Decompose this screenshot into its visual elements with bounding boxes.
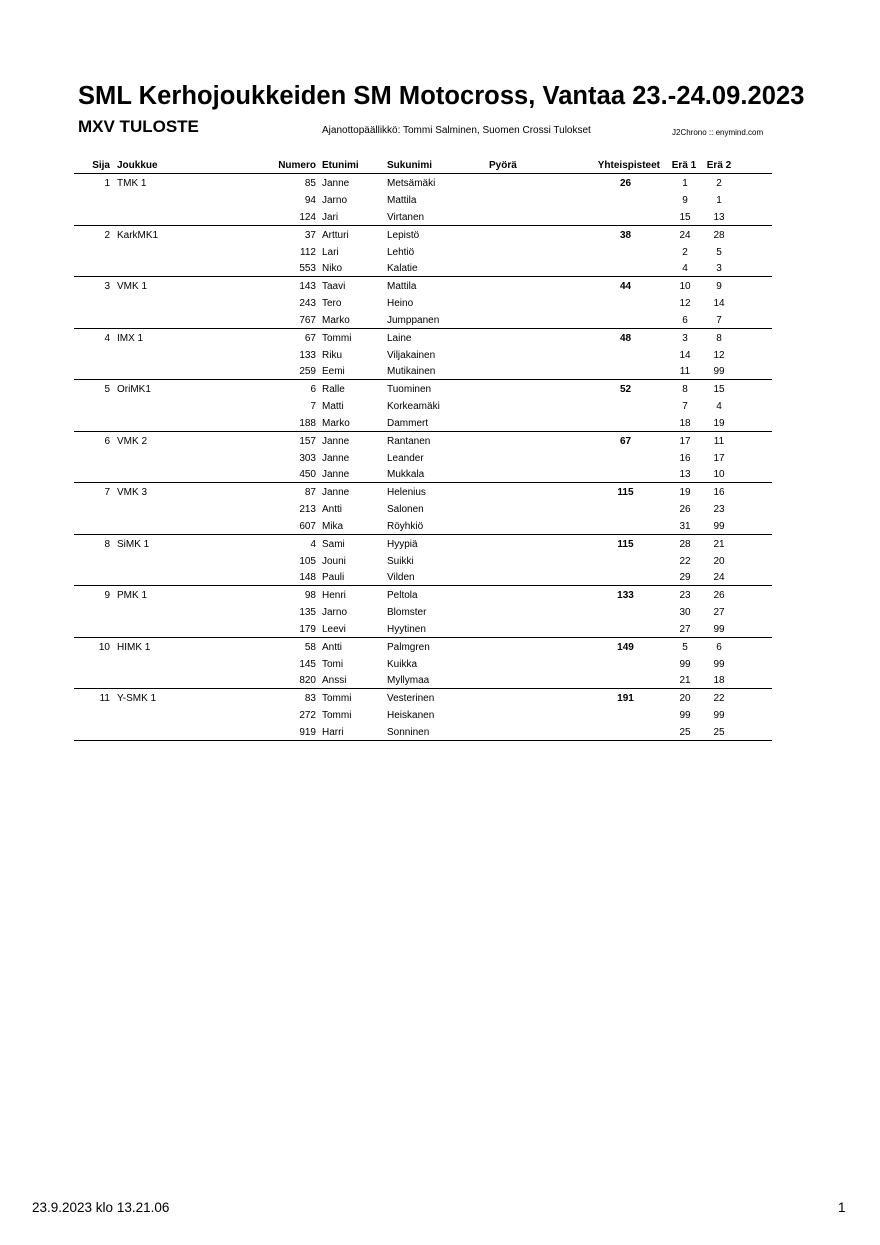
rider-last-name: Blomster (387, 607, 427, 618)
rider-last-name: Korkeamäki (387, 401, 440, 412)
table-row (74, 435, 772, 449)
rider-first-name: Tommi (322, 710, 352, 721)
rider-first-name: Tommi (322, 693, 352, 704)
team-rank: 10 (98, 641, 110, 653)
rider-first-name: Eemi (322, 366, 345, 377)
heat1-result: 12 (679, 298, 691, 309)
heat2-result: 8 (716, 332, 722, 344)
header-era2: Erä 2 (706, 160, 732, 171)
rider-last-name: Lepistö (387, 229, 420, 241)
table-header (74, 157, 772, 174)
team-total-points: 48 (619, 332, 632, 344)
heat2-result: 99 (713, 366, 725, 377)
rider-last-name: Hyytinen (387, 623, 426, 635)
results-table (74, 157, 772, 741)
heat2-result: 10 (713, 469, 725, 480)
rider-first-name: Mika (322, 520, 344, 532)
table-row (74, 520, 772, 534)
rider-number: 243 (299, 298, 316, 309)
rider-first-name: Jouni (322, 555, 346, 567)
rider-first-name: Janne (322, 435, 350, 447)
table-row (74, 383, 772, 397)
rider-first-name: Jari (322, 211, 339, 223)
rider-first-name: Jarno (322, 195, 348, 206)
table-row (74, 211, 772, 225)
heat2-result: 11 (713, 435, 725, 447)
team-group (74, 535, 772, 587)
heat1-result: 14 (679, 349, 691, 361)
heat1-result: 31 (679, 520, 691, 532)
rider-last-name: Viljakainen (387, 349, 436, 361)
rider-number: 272 (299, 710, 316, 721)
heat1-result: 4 (682, 263, 688, 274)
rider-number: 112 (300, 246, 316, 258)
table-row (74, 332, 772, 346)
table-row (74, 194, 772, 208)
team-group (74, 638, 772, 690)
rider-number: 213 (299, 504, 316, 515)
rider-number: 7 (310, 401, 316, 412)
rider-last-name: Leander (387, 452, 424, 464)
heat2-result: 99 (713, 710, 725, 721)
page-number: 1 (838, 1200, 846, 1215)
heat2-result: 28 (713, 229, 725, 241)
rider-number: 148 (299, 572, 316, 583)
rider-last-name: Mattila (387, 281, 417, 292)
rider-number: 143 (299, 281, 316, 292)
team-group (74, 174, 772, 226)
header-joukkue: Joukkue (117, 160, 158, 171)
team-rank: 1 (104, 178, 110, 189)
rider-first-name: Jarno (322, 607, 348, 618)
rider-number: 87 (304, 487, 316, 498)
rider-number: 105 (299, 555, 316, 567)
heat1-result: 3 (682, 332, 688, 344)
team-total-points: 26 (619, 178, 632, 189)
heat2-result: 99 (713, 520, 725, 532)
rider-first-name: Riku (322, 349, 343, 361)
rider-last-name: Metsämäki (387, 178, 436, 189)
table-row (74, 658, 772, 672)
team-name: OriMK1 (117, 384, 151, 395)
team-name: VMK 3 (117, 487, 148, 498)
team-group (74, 432, 772, 484)
heat1-result: 9 (682, 195, 688, 206)
team-group (74, 689, 772, 741)
heat2-result: 24 (713, 572, 725, 583)
table-row (74, 297, 772, 311)
team-name: PMK 1 (117, 590, 148, 601)
heat1-result: 15 (679, 211, 691, 223)
team-total-points: 115 (617, 538, 634, 550)
rider-last-name: Kuikka (387, 658, 418, 670)
rider-first-name: Sami (322, 538, 345, 550)
table-row (74, 468, 772, 482)
rider-first-name: Pauli (322, 572, 345, 583)
heat1-result: 25 (679, 726, 691, 738)
heat2-result: 9 (716, 281, 722, 292)
rider-first-name: Janne (322, 452, 350, 464)
heat1-result: 16 (679, 452, 691, 464)
heat2-result: 7 (716, 314, 722, 326)
heat1-result: 1 (682, 178, 688, 189)
header-yhteispisteet: Yhteispisteet (597, 160, 660, 171)
heat1-result: 11 (679, 366, 691, 377)
timing-official: Ajanottopäällikkö: Tommi Salminen, Suomen Crossi Tulokset (322, 125, 591, 136)
team-groups (74, 174, 772, 741)
rider-number: 259 (299, 366, 316, 377)
heat2-result: 20 (713, 555, 725, 567)
header-sija: Sija (92, 160, 110, 171)
rider-first-name: Matti (322, 401, 344, 412)
heat2-result: 99 (713, 623, 725, 635)
rider-number: 67 (304, 332, 316, 344)
table-row (74, 623, 772, 637)
team-total-points: 38 (619, 229, 632, 241)
team-name: KarkMK1 (117, 229, 159, 241)
table-row (74, 365, 772, 379)
heat1-result: 17 (679, 435, 691, 447)
team-rank: 4 (104, 332, 110, 344)
table-row (74, 486, 772, 500)
rider-first-name: Niko (322, 263, 343, 274)
rider-first-name: Artturi (322, 229, 349, 241)
rider-last-name: Heiskanen (387, 710, 435, 721)
rider-last-name: Mattila (387, 195, 417, 206)
table-row (74, 262, 772, 276)
table-row (74, 349, 772, 363)
team-group (74, 277, 772, 329)
rider-last-name: Röyhkiö (387, 520, 424, 532)
rider-last-name: Suikki (387, 555, 414, 567)
rider-last-name: Dammert (387, 417, 429, 429)
table-row (74, 589, 772, 603)
rider-number: 157 (299, 435, 316, 447)
rider-first-name: Taavi (322, 281, 346, 292)
heat1-result: 19 (679, 487, 691, 498)
heat2-result: 13 (713, 211, 725, 223)
heat1-result: 21 (679, 675, 691, 686)
heat1-result: 2 (682, 246, 688, 258)
rider-number: 83 (304, 693, 316, 704)
team-name: VMK 1 (117, 281, 148, 292)
rider-first-name: Antti (322, 641, 343, 653)
rider-last-name: Mukkala (387, 469, 425, 480)
rider-number: 145 (299, 658, 316, 670)
rider-last-name: Rantanen (387, 435, 431, 447)
rider-first-name: Lari (322, 246, 339, 258)
rider-number: 124 (299, 211, 316, 223)
heat2-result: 12 (713, 349, 725, 361)
heat2-result: 27 (713, 607, 725, 618)
heat1-result: 13 (679, 469, 691, 480)
heat1-result: 6 (682, 314, 688, 326)
table-row (74, 229, 772, 243)
table-row (74, 246, 772, 260)
rider-last-name: Heino (387, 298, 414, 309)
page-subtitle: MXV TULOSTE (78, 117, 199, 136)
rider-first-name: Janne (322, 487, 350, 498)
heat2-result: 22 (713, 693, 725, 704)
rider-last-name: Mutikainen (387, 366, 436, 377)
heat1-result: 29 (679, 572, 691, 583)
team-name: SiMK 1 (117, 538, 150, 550)
heat1-result: 27 (679, 623, 691, 635)
heat1-result: 18 (679, 417, 691, 429)
heat2-result: 25 (713, 726, 725, 738)
team-group (74, 483, 772, 535)
heat2-result: 26 (713, 590, 725, 601)
table-row (74, 417, 772, 431)
rider-number: 303 (299, 452, 316, 464)
team-rank: 9 (104, 590, 110, 601)
rider-number: 135 (299, 607, 316, 618)
team-total-points: 52 (619, 384, 632, 395)
rider-number: 450 (299, 469, 316, 480)
heat1-result: 8 (682, 384, 688, 395)
team-rank: 2 (104, 229, 110, 241)
table-row (74, 452, 772, 466)
team-name: TMK 1 (117, 178, 147, 189)
table-row (74, 606, 772, 620)
heat2-result: 17 (713, 452, 725, 464)
heat2-result: 18 (713, 675, 725, 686)
table-row (74, 674, 772, 688)
team-group (74, 380, 772, 432)
table-row (74, 726, 772, 740)
rider-last-name: Vilden (387, 572, 415, 583)
rider-last-name: Salonen (387, 504, 424, 515)
team-rank: 7 (104, 487, 110, 498)
rider-last-name: Helenius (387, 487, 426, 498)
rider-first-name: Harri (322, 726, 344, 738)
table-row (74, 571, 772, 585)
rider-first-name: Tero (322, 298, 342, 309)
heat1-result: 20 (679, 693, 691, 704)
page-title: SML Kerhojoukkeiden SM Motocross, Vantaa 23.-24.09.2023 (78, 82, 805, 110)
rider-number: 919 (299, 726, 316, 738)
table-row (74, 177, 772, 191)
header-numero: Numero (278, 160, 316, 171)
team-group (74, 586, 772, 638)
team-rank: 8 (104, 538, 110, 550)
heat1-result: 7 (682, 401, 688, 412)
heat2-result: 21 (713, 538, 725, 550)
team-group (74, 329, 772, 381)
rider-number: 85 (304, 178, 316, 189)
table-row (74, 692, 772, 706)
heat2-result: 19 (713, 417, 725, 429)
rider-last-name: Peltola (387, 590, 418, 601)
heat2-result: 99 (713, 658, 725, 670)
rider-number: 98 (304, 590, 316, 601)
rider-number: 4 (310, 538, 316, 550)
header-era1: Erä 1 (671, 160, 697, 171)
rider-first-name: Henri (322, 590, 346, 601)
team-rank: 11 (99, 693, 110, 704)
table-row (74, 280, 772, 294)
header-etunimi: Etunimi (322, 160, 359, 171)
rider-last-name: Kalatie (387, 263, 418, 274)
heat2-result: 1 (716, 195, 722, 206)
heat2-result: 2 (716, 178, 722, 189)
table-row (74, 709, 772, 723)
heat1-result: 30 (679, 607, 691, 618)
heat1-result: 28 (679, 538, 691, 550)
rider-last-name: Lehtiö (387, 246, 415, 258)
heat1-result: 23 (679, 590, 691, 601)
rider-first-name: Janne (322, 469, 350, 480)
rider-first-name: Anssi (322, 675, 347, 686)
header-sukunimi: Sukunimi (387, 160, 433, 171)
rider-first-name: Tommi (322, 332, 352, 344)
rider-last-name: Palmgren (387, 641, 430, 653)
rider-last-name: Virtanen (387, 211, 425, 223)
heat1-result: 10 (679, 281, 691, 292)
rider-last-name: Vesterinen (387, 693, 435, 704)
rider-number: 94 (304, 195, 316, 206)
team-total-points: 44 (619, 281, 632, 292)
rider-number: 37 (304, 229, 316, 241)
rider-first-name: Ralle (322, 384, 345, 395)
rider-number: 553 (299, 263, 316, 274)
rider-first-name: Tomi (322, 658, 344, 670)
heat2-result: 15 (713, 384, 725, 395)
rider-last-name: Tuominen (387, 384, 432, 395)
timing-system: J2Chrono :: enymind.com (672, 128, 764, 137)
heat2-result: 16 (713, 487, 725, 498)
team-total-points: 67 (619, 435, 632, 447)
team-total-points: 115 (617, 487, 634, 498)
rider-first-name: Janne (322, 178, 350, 189)
heat2-result: 4 (716, 401, 722, 412)
print-timestamp: 23.9.2023 klo 13.21.06 (32, 1200, 170, 1215)
rider-first-name: Antti (322, 504, 343, 515)
heat1-result: 5 (682, 641, 688, 653)
heat1-result: 99 (679, 710, 691, 721)
team-rank: 5 (104, 384, 110, 395)
rider-number: 6 (310, 384, 316, 395)
heat1-result: 22 (679, 555, 691, 567)
rider-last-name: Sonninen (387, 726, 430, 738)
rider-number: 607 (299, 520, 316, 532)
rider-number: 179 (299, 623, 316, 635)
rider-number: 767 (299, 314, 316, 326)
rider-first-name: Marko (322, 314, 350, 326)
heat2-result: 3 (716, 263, 722, 274)
team-name: VMK 2 (117, 435, 148, 447)
rider-last-name: Laine (387, 332, 412, 344)
rider-number: 820 (299, 675, 316, 686)
header-pyora: Pyörä (489, 160, 517, 171)
rider-last-name: Hyypiä (387, 538, 418, 550)
heat2-result: 14 (713, 298, 725, 309)
rider-first-name: Marko (322, 417, 350, 429)
heat2-result: 6 (716, 641, 722, 653)
heat2-result: 23 (713, 504, 725, 515)
team-total-points: 149 (617, 641, 634, 653)
table-row (74, 400, 772, 414)
team-name: HIMK 1 (117, 641, 151, 653)
team-total-points: 191 (617, 693, 634, 704)
table-row (74, 641, 772, 655)
heat2-result: 5 (716, 246, 722, 258)
team-rank: 3 (104, 281, 110, 292)
rider-number: 58 (304, 641, 316, 653)
rider-number: 133 (299, 349, 316, 361)
rider-first-name: Leevi (322, 623, 346, 635)
heat1-result: 26 (679, 504, 691, 515)
rider-last-name: Myllymaa (387, 675, 430, 686)
table-row (74, 538, 772, 552)
table-row (74, 555, 772, 569)
table-row (74, 503, 772, 517)
rider-last-name: Jumppanen (387, 314, 440, 326)
rider-number: 188 (299, 417, 316, 429)
team-name: Y-SMK 1 (117, 693, 157, 704)
table-row (74, 314, 772, 328)
heat1-result: 24 (679, 229, 691, 241)
team-rank: 6 (104, 435, 110, 447)
team-total-points: 133 (617, 590, 634, 601)
team-group (74, 226, 772, 278)
team-name: IMX 1 (117, 332, 144, 344)
heat1-result: 99 (679, 658, 691, 670)
